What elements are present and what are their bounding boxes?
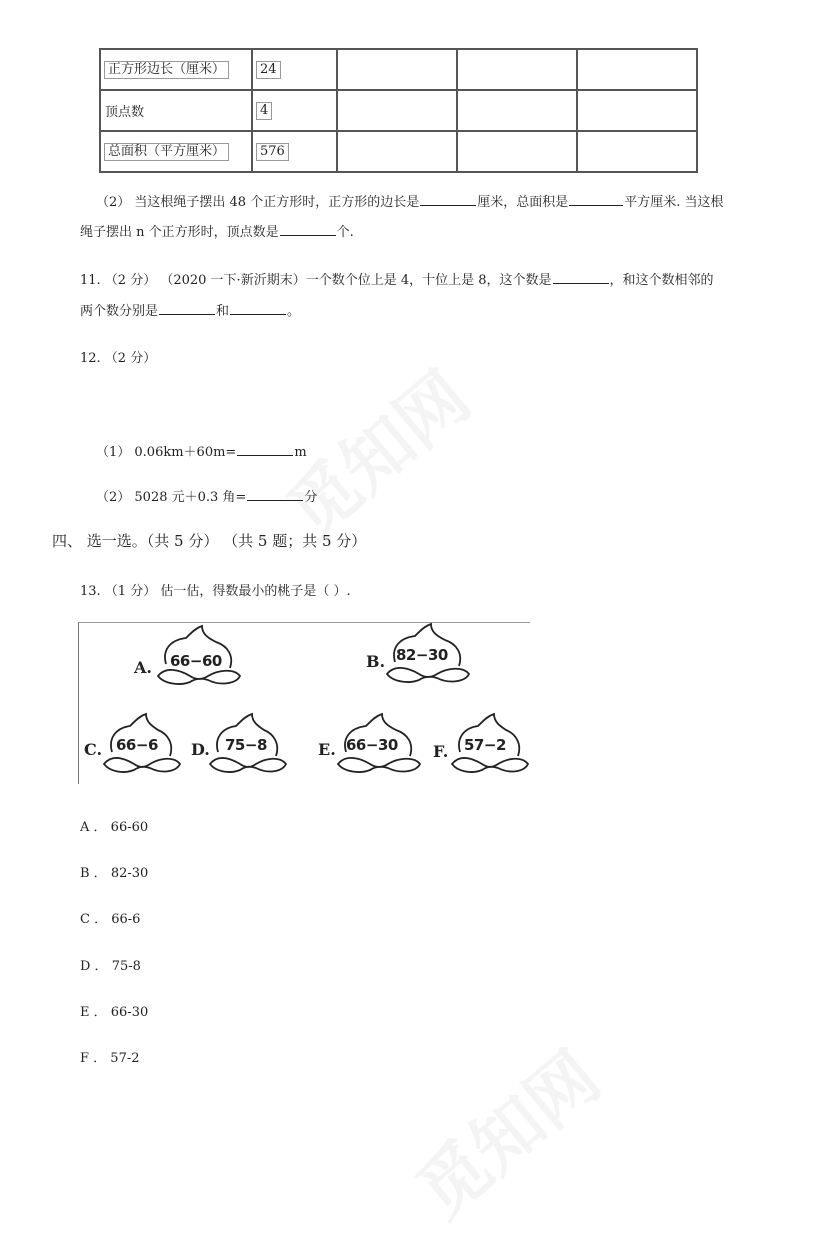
row-value: 576 xyxy=(256,143,289,161)
q12-part2: （2） 5028 元＋0.3 角= 分 xyxy=(96,490,318,505)
answer-blank[interactable] xyxy=(237,443,293,456)
option-e[interactable]: E ． 66-30 xyxy=(80,1005,149,1020)
peach-expression: 66−6 xyxy=(116,736,158,754)
peach-letter: A. xyxy=(134,658,152,677)
option-b[interactable]: B ． 82-30 xyxy=(80,866,149,881)
answer-blank[interactable] xyxy=(247,488,303,501)
peach-letter: F. xyxy=(433,742,449,761)
table-row xyxy=(100,131,697,172)
answer-blank[interactable] xyxy=(420,193,476,206)
q10-part2-line2: 绳子摆出 n 个正方形时，顶点数是 个. xyxy=(80,225,354,240)
empty-cell xyxy=(457,90,577,131)
answer-blank[interactable] xyxy=(280,223,336,236)
empty-cell xyxy=(577,90,697,131)
row-label: 正方形边长（厘米） xyxy=(104,61,229,79)
answer-blank[interactable] xyxy=(230,302,286,315)
square-data-table xyxy=(99,48,698,173)
option-d[interactable]: D ． 75-8 xyxy=(80,959,141,974)
table-row xyxy=(100,90,697,131)
peach-letter: D. xyxy=(191,740,210,759)
peach-expression: 66−30 xyxy=(346,736,398,754)
row-value: 4 xyxy=(256,102,272,120)
q11-line2: 两个数分别是 和 。 xyxy=(80,304,301,319)
section-heading: 四、 选一选。（共 5 分） （共 5 题；共 5 分） xyxy=(52,532,367,550)
peach-letter: B. xyxy=(366,652,386,671)
watermark-bottom xyxy=(392,1024,618,1236)
table-row xyxy=(100,49,697,90)
row-label: 总面积（平方厘米） xyxy=(104,143,229,161)
option-c[interactable]: C ． 66-6 xyxy=(80,912,141,927)
q12-part1: （1） 0.06km＋60m= m xyxy=(96,445,307,460)
peach-figure xyxy=(78,622,530,784)
peach-expression: 57−2 xyxy=(464,736,506,754)
empty-cell xyxy=(457,131,577,172)
row-label: 顶点数 xyxy=(105,105,145,120)
q10-part2-line1: （2） 当这根绳子摆出 48 个正方形时，正方形的边长是 厘米，总面积是 平方厘米. 当这根 xyxy=(96,195,724,210)
empty-cell xyxy=(577,131,697,172)
option-a[interactable]: A ． 66-60 xyxy=(80,820,149,835)
row-value: 24 xyxy=(256,61,281,79)
peach-letter: E. xyxy=(318,740,336,759)
option-f[interactable]: F ． 57-2 xyxy=(80,1051,140,1066)
empty-cell xyxy=(337,131,457,172)
q13-title: 13. （1 分） 估一估，得数最小的桃子是（ ）. xyxy=(80,584,351,599)
q11-line1: 11. （2 分） （2020 一下·新沂期末）一个数个位上是 4，十位上是 8，这个数是 ，和这个数相邻的 xyxy=(80,273,714,288)
empty-cell xyxy=(337,49,457,90)
peach-expression: 82−30 xyxy=(396,646,448,664)
peach-letter: C. xyxy=(84,740,103,759)
q12-title: 12. （2 分） xyxy=(80,351,157,366)
answer-blank[interactable] xyxy=(159,302,215,315)
peach-expression: 66−60 xyxy=(170,652,222,670)
empty-cell xyxy=(577,49,697,90)
empty-cell xyxy=(457,49,577,90)
peach-expression: 75−8 xyxy=(225,736,267,754)
empty-cell xyxy=(337,90,457,131)
answer-blank[interactable] xyxy=(569,193,623,206)
answer-blank[interactable] xyxy=(553,271,609,284)
